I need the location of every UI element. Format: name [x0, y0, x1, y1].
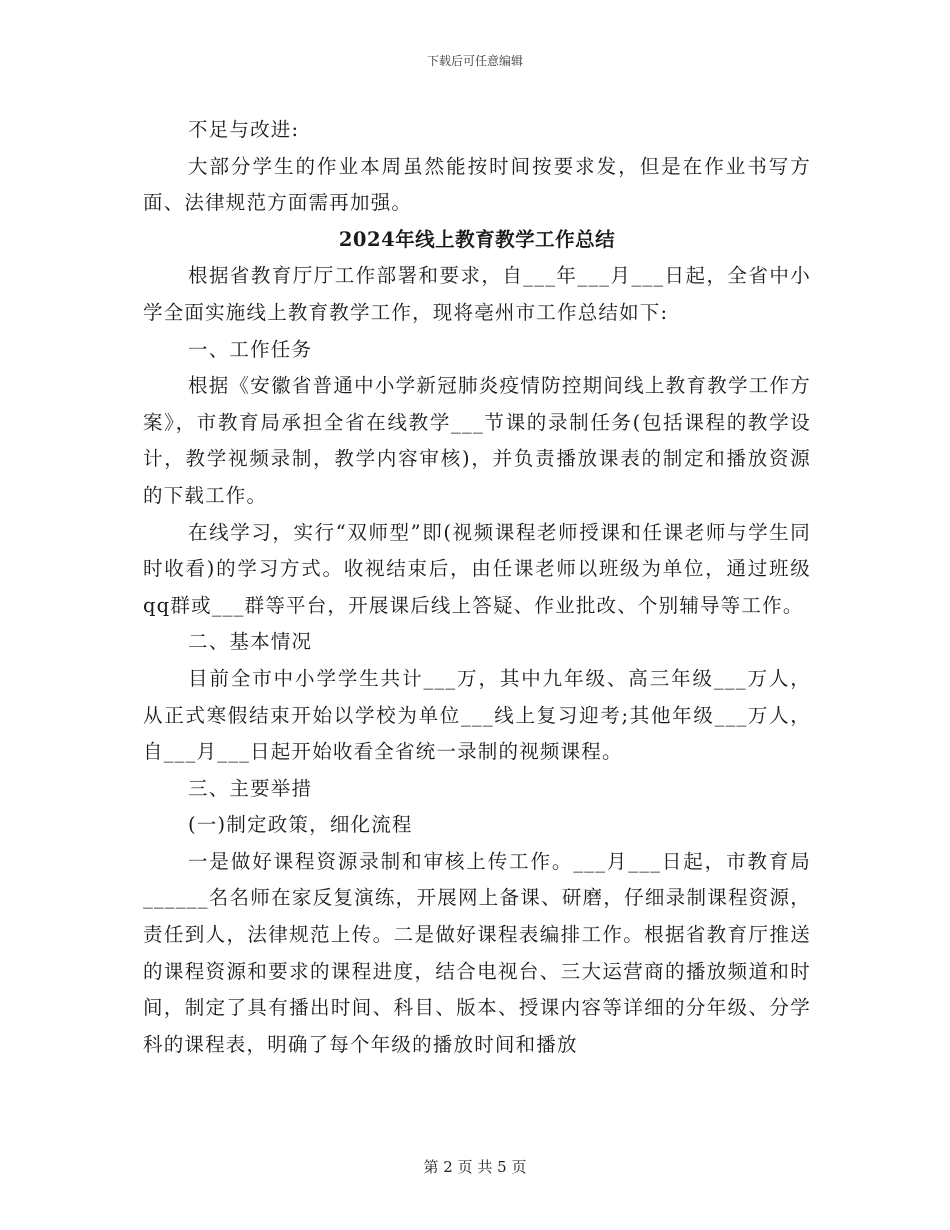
- paragraph-intro: 根据省教育厅厅工作部署和要求，自___年___月___日起，全省中小学全面实施线上教育教学工作，现将亳州市工作总结如下:: [143, 264, 811, 324]
- document-title: 2024年线上教育教学工作总结: [338, 227, 616, 251]
- page-number: 第 2 页 共 5 页: [423, 1158, 527, 1176]
- paragraph-shortcomings-heading: 不足与改进:: [188, 118, 300, 141]
- paragraph-tasks: 根据《安徽省普通中小学新冠肺炎疫情防控期间线上教育教学工作方案》，市教育局承担全省在线教学___节课的录制任务(包括课程的教学设计，教学视频录制，教学内容审核)，并负责播放课表的制定和播放资源的下载工作。: [143, 374, 811, 507]
- section-heading-tasks: 一、工作任务: [188, 337, 313, 361]
- paragraph-learning-mode: 在线学习，实行“双师型”即(视频课程老师授课和任课老师与学生同时收看)的学习方式。收视结束后，由任课老师以班级为单位，通过班级qq群或___群等平台，开展课后线上答疑、作业批改、个别辅导等工作。: [143, 520, 811, 617]
- section-heading-measures: 三、主要举措: [188, 776, 313, 800]
- subsection-heading-policy: (一)制定政策，细化流程: [188, 813, 413, 837]
- header-note: 下载后可任意编辑: [426, 54, 523, 68]
- paragraph-shortcomings: 大部分学生的作业本周虽然能按时间按要求发，但是在作业书写方面、法律规范方面需再加强。: [143, 154, 811, 215]
- paragraph-basics: 目前全市中小学学生共计___万，其中九年级、高三年级___万人，从正式寒假结束开始以学校为单位___线上复习迎考;其他年级___万人，自___月___日起开始收看全省统一录制的视频课程。: [143, 666, 811, 764]
- paragraph-policy: 一是做好课程资源录制和审核上传工作。___月___日起，市教育局______名名师在家反复演练，开展网上备课、研磨，仔细录制课程资源，责任到人，法律规范上传。二是做好课程表编排工作。根据省教育厅推送的课程资源和要求的课程进度，结合电视台、三大运营商的播放频道和时间，制定了具有播出时间、科目、版本、授课内容等详细的分年级、分学科的课程表，明确了每个年级的播放时间和播放: [143, 849, 811, 1056]
- document-body: [143, 112, 811, 1063]
- section-heading-basics: 二、基本情况: [188, 630, 313, 654]
